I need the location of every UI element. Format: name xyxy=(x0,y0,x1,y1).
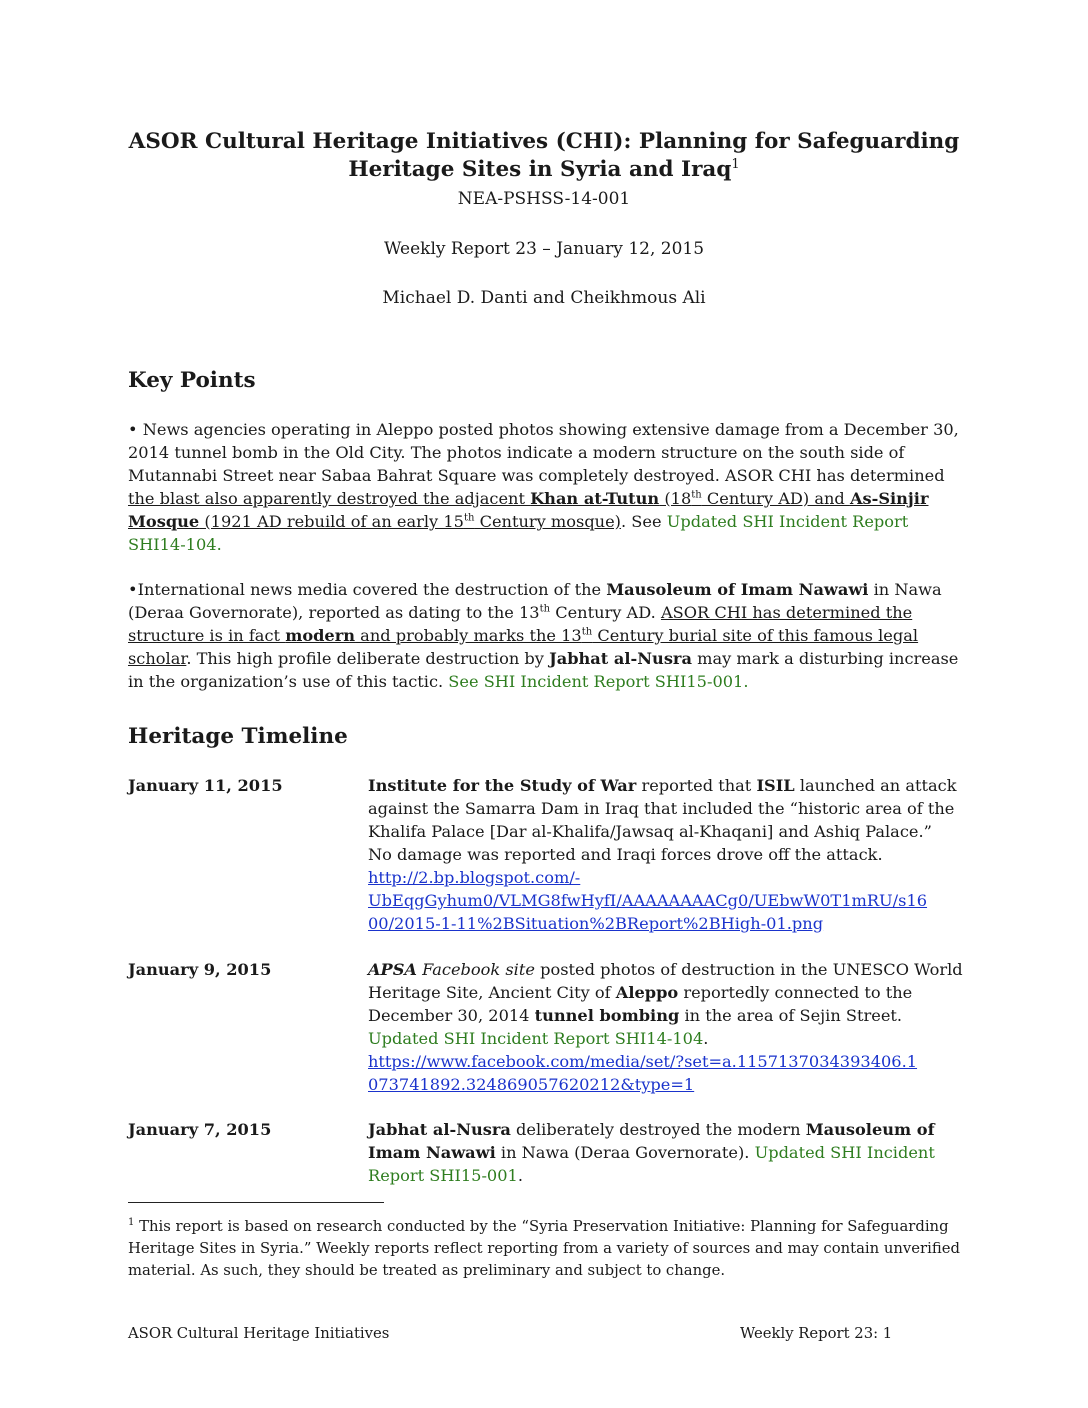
facebook-album-link[interactable]: https://www.facebook.com/media/set/?set=a.1157137034393406.1 xyxy=(368,1052,918,1071)
incident-report-link-shi14-104[interactable]: Updated SHI Incident Report SHI14-104. xyxy=(128,512,909,554)
timeline-text: Jabhat al-Nusra deliberately destroyed the modern Mausoleum of Imam Nawawi in Nawa (Deraa Governorate). Updated SHI Incident Report SHI15-001. xyxy=(368,1120,935,1185)
isw-image-link[interactable]: http://2.bp.blogspot.com/- xyxy=(368,868,581,887)
key-points-heading: Key Points xyxy=(128,368,256,393)
incident-report-link-shi15-001[interactable]: See SHI Incident Report SHI15-001. xyxy=(448,672,749,691)
incident-report-link[interactable]: Updated SHI Incident Report SHI14-104 xyxy=(368,1029,704,1048)
report-label: Weekly Report 23 – January 12, 2015 xyxy=(383,239,705,259)
footnote: $^1$ This report is based on research conducted by the “Syria Preservation Initiative: Planning for Safeguarding Heritage Sites in Syria.” Weekly reports reflect reporting from a variety of sources and may contain unverified material. As such, they should be treated as preliminary and subject to change. xyxy=(128,1217,960,1279)
title-line-1: ASOR Cultural Heritage Initiatives (CHI): Planning for Safeguarding xyxy=(128,129,960,154)
timeline-date: January 9, 2015 xyxy=(128,960,272,979)
footer-page-number: Weekly Report 23: 1 xyxy=(740,1325,893,1342)
timeline-date: January 7, 2015 xyxy=(128,1120,272,1139)
grant-number: NEA-PSHSS-14-001 xyxy=(457,189,631,209)
footnote-divider xyxy=(128,1202,384,1203)
incident-report-link[interactable]: Updated SHI Incident xyxy=(754,1143,935,1162)
report-title xyxy=(128,128,960,184)
title-footnote-mark[interactable]: 1 xyxy=(731,156,740,172)
timeline-text: APSA Facebook site posted photos of destruction in the UNESCO World Heritage Site, Ancient City of Aleppo reportedly connected to the December 30, 2014 tunnel bombing in the area of Sejin Street. Updated SHI Incident Report SHI14-104. https://www.facebook.com/media/set/?set=a.1157137034393406.1 073741892.324869057620212&type=1 xyxy=(368,960,963,1094)
key-point-2: •International news media covered the destruction of the Mausoleum of Imam Nawawi in Nawa (Deraa Governorate), reported as dating to the 13th Century AD. ASOR CHI has determined the structure is in fact modern and probably marks the 13th Century burial site of this famous legal scholar. This high profile deliberate destruction by Jabhat al-Nusra may mark a disturbing increase in the organization’s use of this tactic. See SHI Incident Report SHI15-001. xyxy=(128,580,959,691)
footnote-mark: 1 xyxy=(128,1217,135,1229)
footer-org: ASOR Cultural Heritage Initiatives xyxy=(128,1325,390,1342)
timeline-date: January 11, 2015 xyxy=(128,776,283,795)
timeline-text: Institute for the Study of War reported that ISIL launched an attack against the Samarra Dam in Iraq that included the “historic area of the Khalifa Palace [Dar al-Khalifa/Jawsaq al-Khaqani] and Ashiq Palace.” No damage was reported and Iraqi forces drove off the attack. http://2.bp.blogspot.com/- UbEqgGyhum0/VLMG8fwHyfI/AAAAAAAACg0/UEbwW0T1mRU/s16 00/2015-1-11%2BSituation%2BReport%2BHigh-01.png xyxy=(368,774,960,935)
heritage-timeline-heading: Heritage Timeline xyxy=(128,724,348,749)
title-line-2: Heritage Sites in Syria and Iraq$^1$ xyxy=(348,156,740,182)
key-point-1: • News agencies operating in Aleppo posted photos showing extensive damage from a December 30, 2014 tunnel bomb in the Old City. The photos indicate a modern structure on the south side of Mutannabi Street near Sabaa Bahrat Square was completely destroyed. ASOR CHI has determined the blast also apparently destroyed the adjacent Khan at-Tutun (18th Century AD) and As-Sinjir Mosque (1921 AD rebuild of an early 15th Century mosque). See Updated SHI Incident Report SHI14-104. xyxy=(128,420,959,554)
authors: Michael D. Danti and Cheikhmous Ali xyxy=(382,288,706,308)
